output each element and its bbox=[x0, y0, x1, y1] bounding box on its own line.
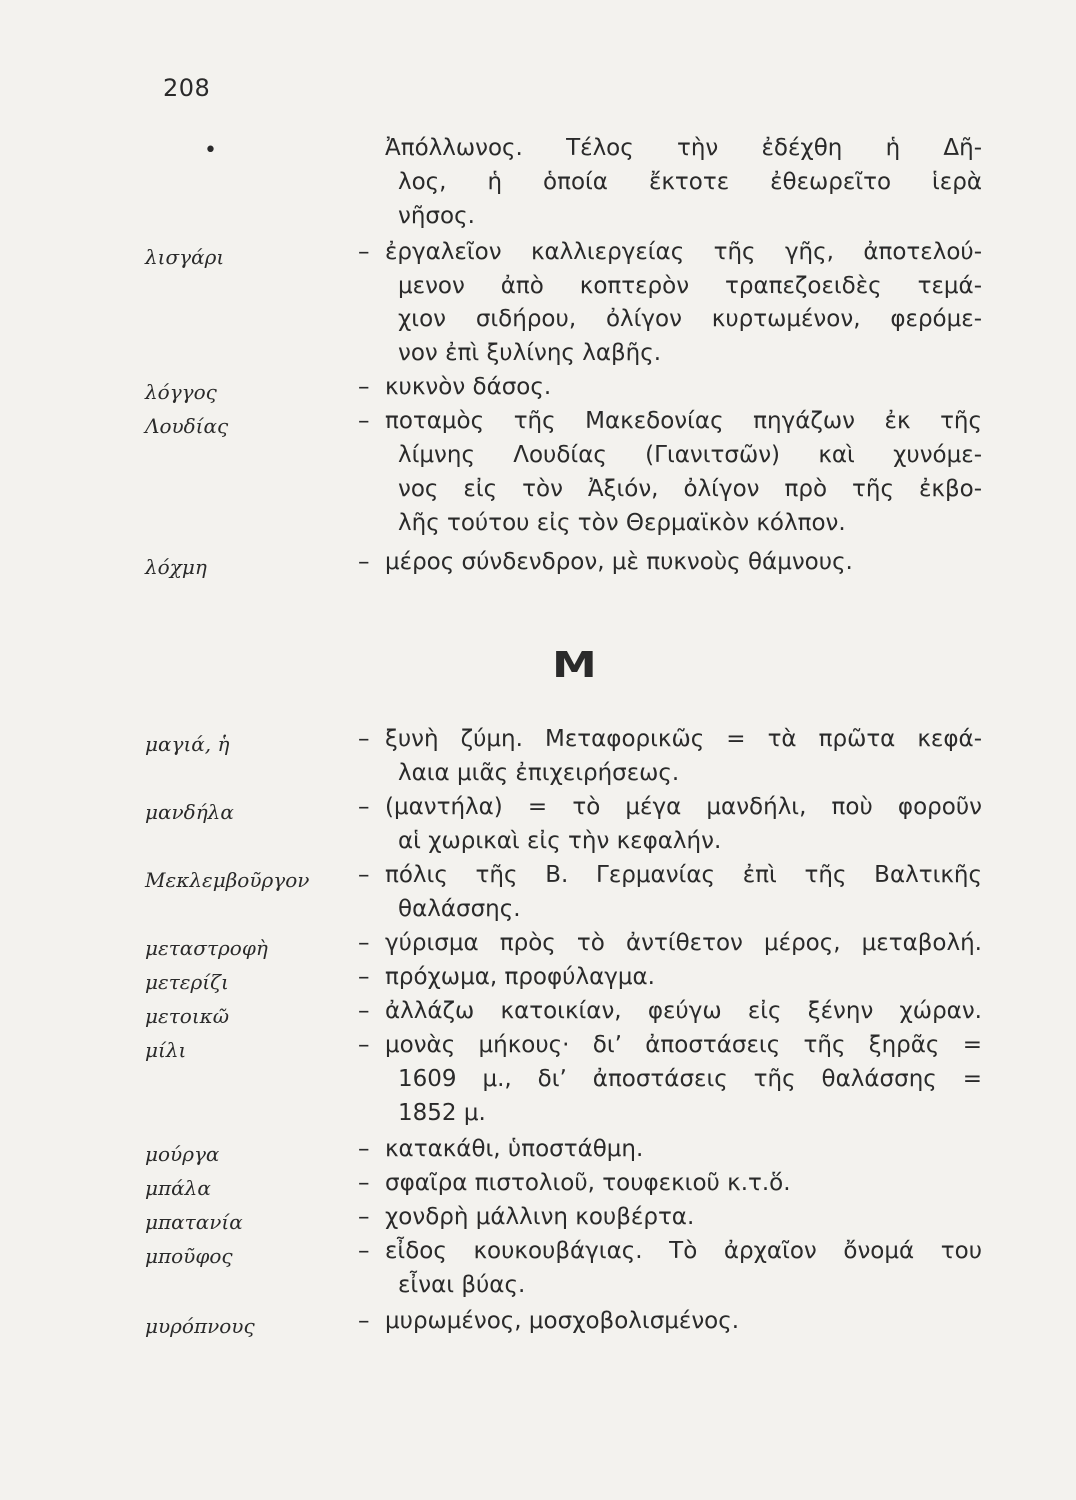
definition-line: κατακάθι, ὑποστάθμη. bbox=[385, 1136, 644, 1162]
definition-line: ποταμὸς τῆς Μακεδονίας πηγάζων ἐκ τῆς bbox=[385, 408, 982, 434]
entry-dash: – bbox=[358, 374, 370, 400]
headword: Λουδίας bbox=[145, 414, 229, 438]
definition-line: σφαῖρα πιστολιοῦ, τουφεκιοῦ κ.τ.ὅ. bbox=[385, 1170, 791, 1196]
entry-dash: – bbox=[358, 1136, 370, 1162]
definition-line: πόλις τῆς Β. Γερμανίας ἐπὶ τῆς Βαλτικῆς bbox=[385, 862, 982, 888]
headword: Μεκλεμβοῦργον bbox=[145, 868, 310, 892]
entry-dash: – bbox=[358, 998, 370, 1024]
definition-line: μενον ἀπὸ κοπτερὸν τραπεζοειδὲς τεμά- bbox=[398, 273, 982, 299]
headword: μπατανία bbox=[145, 1210, 243, 1234]
headword: μετερίζι bbox=[145, 970, 229, 994]
definition-line: λῆς τούτου εἰς τὸν Θερμαϊκὸν κόλπον. bbox=[398, 510, 846, 536]
definition-line: πρόχωμα, προφύλαγμα. bbox=[385, 964, 655, 990]
entry-dash: – bbox=[358, 1170, 370, 1196]
definition-line: γύρισμα πρὸς τὸ ἀντίθετον μέρος, μεταβολή. bbox=[385, 930, 982, 956]
definition-line: νον ἐπὶ ξυλίνης λαβῆς. bbox=[398, 340, 662, 366]
section-letter: Μ bbox=[552, 645, 597, 686]
headword: λόγγος bbox=[145, 380, 217, 404]
headword: μετοικῶ bbox=[145, 1004, 230, 1028]
definition-line: 1852 μ. bbox=[398, 1100, 486, 1126]
continuation-line: νῆσος. bbox=[398, 203, 475, 229]
definition-line: αἱ χωρικαὶ εἰς τὴν κεφαλήν. bbox=[398, 828, 722, 854]
definition-line: ξυνὴ ζύμη. Μεταφορικῶς = τὰ πρῶτα κεφά- bbox=[385, 726, 982, 752]
headword: μποῦφος bbox=[145, 1244, 233, 1268]
entry-dash: – bbox=[358, 862, 370, 888]
continuation-line: λος, ἡ ὁποία ἔκτοτε ἐθεωρεῖτο ἱερὰ bbox=[398, 169, 982, 195]
definition-line: ἐργαλεῖον καλλιεργείας τῆς γῆς, ἀποτελού- bbox=[385, 239, 982, 265]
headword: λισγάρι bbox=[145, 245, 225, 269]
definition-line: (μαντήλα) = τὸ μέγα μανδήλι, ποὺ φοροῦν bbox=[385, 794, 982, 820]
definition-line: νος εἰς τὸν Ἀξιόν, ὀλίγον πρὸ τῆς ἐκβο- bbox=[398, 476, 982, 502]
entry-dash: – bbox=[358, 239, 370, 265]
definition-line: χιον σιδήρου, ὀλίγον κυρτωμένον, φερόμε- bbox=[398, 306, 982, 332]
entry-dash: – bbox=[358, 726, 370, 752]
definition-line: κυκνὸν δάσος. bbox=[385, 374, 552, 400]
continuation-line: Ἀπόλλωνος. Τέλος τὴν ἐδέχθη ἡ Δῆ- bbox=[385, 135, 982, 161]
headword: μεταστροφὴ bbox=[145, 936, 268, 960]
definition-line: θαλάσσης. bbox=[398, 896, 521, 922]
definition-line: μονὰς μήκους· διʼ ἀποστάσεις τῆς ξηρᾶς = bbox=[385, 1032, 982, 1058]
bullet-mark: • bbox=[204, 138, 217, 163]
definition-line: εἶδος κουκουβάγιας. Τὸ ἀρχαῖον ὄνομά του bbox=[385, 1238, 982, 1264]
entry-dash: – bbox=[358, 408, 370, 434]
definition-line: μέρος σύνδενδρον, μὲ πυκνοὺς θάμνους. bbox=[385, 549, 853, 575]
headword: μπάλα bbox=[145, 1176, 211, 1200]
definition-line: 1609 μ., διʼ ἀποστάσεις τῆς θαλάσσης = bbox=[398, 1066, 982, 1092]
headword: μίλι bbox=[145, 1038, 187, 1062]
definition-line: μυρωμένος, μοσχοβολισμένος. bbox=[385, 1308, 740, 1334]
definition-line: λίμνης Λουδίας (Γιανιτσῶν) καὶ χυνόμε- bbox=[398, 442, 982, 468]
entry-dash: – bbox=[358, 1032, 370, 1058]
entry-dash: – bbox=[358, 549, 370, 575]
entry-dash: – bbox=[358, 1238, 370, 1264]
definition-line: λαια μιᾶς ἐπιχειρήσεως. bbox=[398, 760, 680, 786]
headword: μούργα bbox=[145, 1142, 220, 1166]
entry-dash: – bbox=[358, 930, 370, 956]
headword: μανδήλα bbox=[145, 800, 234, 824]
definition-line: ἀλλάζω κατοικίαν, φεύγω εἰς ξένην χώραν. bbox=[385, 998, 982, 1024]
page-number: 208 bbox=[163, 74, 211, 102]
definition-line: εἶναι βύας. bbox=[398, 1272, 526, 1298]
entry-dash: – bbox=[358, 964, 370, 990]
headword: μαγιά, ἡ bbox=[145, 732, 230, 756]
headword: μυρόπνους bbox=[145, 1314, 255, 1338]
entry-dash: – bbox=[358, 794, 370, 820]
entry-dash: – bbox=[358, 1308, 370, 1334]
headword: λόχμη bbox=[145, 555, 207, 579]
entry-dash: – bbox=[358, 1204, 370, 1230]
definition-line: χονδρὴ μάλλινη κουβέρτα. bbox=[385, 1204, 695, 1230]
